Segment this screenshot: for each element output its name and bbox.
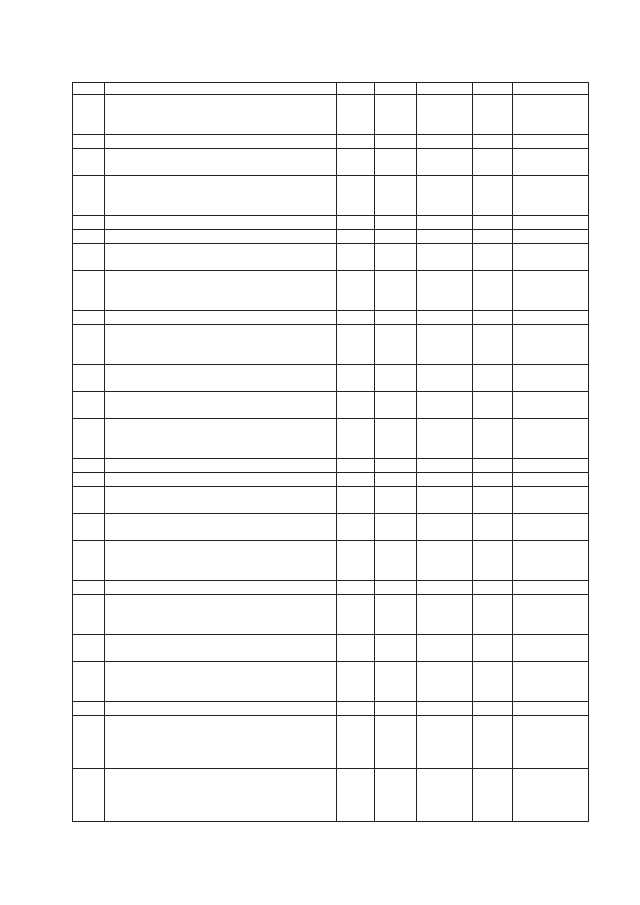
row-amount-cell	[513, 419, 589, 459]
row-col6-cell	[473, 595, 513, 635]
row-number-cell	[73, 419, 105, 459]
row-amount-cell	[513, 769, 589, 822]
row-col4-cell	[375, 541, 417, 581]
row-col3-cell	[337, 244, 375, 271]
row-number-cell	[73, 392, 105, 419]
table-row	[73, 95, 589, 135]
row-description-cell	[105, 702, 337, 716]
table-row	[73, 716, 589, 769]
row-amount-cell	[513, 149, 589, 176]
row-amount-cell	[513, 311, 589, 325]
table-row	[73, 419, 589, 459]
row-description-cell	[105, 487, 337, 514]
row-col3-cell	[337, 325, 375, 365]
row-col5-cell	[417, 176, 473, 216]
row-col5-cell	[417, 487, 473, 514]
header-col-6	[473, 83, 513, 95]
row-col4-cell	[375, 311, 417, 325]
row-col4-cell	[375, 365, 417, 392]
row-col3-cell	[337, 176, 375, 216]
row-col4-cell	[375, 135, 417, 149]
row-description-cell	[105, 581, 337, 595]
row-col3-cell	[337, 635, 375, 662]
row-col3-cell	[337, 459, 375, 473]
row-col4-cell	[375, 702, 417, 716]
row-number-cell	[73, 635, 105, 662]
row-col3-cell	[337, 216, 375, 230]
table-row	[73, 392, 589, 419]
row-number-cell	[73, 662, 105, 702]
row-col5-cell	[417, 311, 473, 325]
row-amount-cell	[513, 95, 589, 135]
row-number-cell	[73, 244, 105, 271]
row-col3-cell	[337, 595, 375, 635]
row-description-cell	[105, 514, 337, 541]
row-number-cell	[73, 135, 105, 149]
row-number-cell	[73, 95, 105, 135]
row-col6-cell	[473, 702, 513, 716]
row-col3-cell	[337, 716, 375, 769]
row-col6-cell	[473, 541, 513, 581]
header-col-3	[337, 83, 375, 95]
row-col3-cell	[337, 487, 375, 514]
row-amount-cell	[513, 325, 589, 365]
row-amount-cell	[513, 365, 589, 392]
row-col5-cell	[417, 392, 473, 419]
row-col5-cell	[417, 419, 473, 459]
row-col4-cell	[375, 662, 417, 702]
row-number-cell	[73, 702, 105, 716]
row-number-cell	[73, 716, 105, 769]
row-col5-cell	[417, 95, 473, 135]
row-amount-cell	[513, 459, 589, 473]
table-row	[73, 514, 589, 541]
budget-table	[72, 82, 589, 822]
row-col5-cell	[417, 325, 473, 365]
row-description-cell	[105, 541, 337, 581]
table-body	[73, 95, 589, 822]
row-col6-cell	[473, 325, 513, 365]
row-number-cell	[73, 487, 105, 514]
row-col4-cell	[375, 769, 417, 822]
row-col6-cell	[473, 244, 513, 271]
row-description-cell	[105, 325, 337, 365]
row-col4-cell	[375, 635, 417, 662]
table-row	[73, 230, 589, 244]
row-amount-cell	[513, 230, 589, 244]
row-col6-cell	[473, 487, 513, 514]
row-col3-cell	[337, 95, 375, 135]
row-amount-cell	[513, 392, 589, 419]
row-description-cell	[105, 392, 337, 419]
row-col4-cell	[375, 216, 417, 230]
row-description-cell	[105, 473, 337, 487]
row-col4-cell	[375, 271, 417, 311]
row-col4-cell	[375, 95, 417, 135]
row-amount-cell	[513, 216, 589, 230]
row-col5-cell	[417, 595, 473, 635]
table-row	[73, 702, 589, 716]
table-header	[73, 83, 589, 95]
row-description-cell	[105, 459, 337, 473]
row-col5-cell	[417, 365, 473, 392]
row-number-cell	[73, 541, 105, 581]
row-col4-cell	[375, 487, 417, 514]
table-row	[73, 541, 589, 581]
row-col3-cell	[337, 271, 375, 311]
row-col6-cell	[473, 176, 513, 216]
row-col5-cell	[417, 244, 473, 271]
row-col6-cell	[473, 662, 513, 702]
row-number-cell	[73, 581, 105, 595]
row-col6-cell	[473, 473, 513, 487]
row-description-cell	[105, 716, 337, 769]
table-row	[73, 325, 589, 365]
row-col5-cell	[417, 216, 473, 230]
row-col3-cell	[337, 365, 375, 392]
row-col6-cell	[473, 311, 513, 325]
row-description-cell	[105, 662, 337, 702]
row-col3-cell	[337, 392, 375, 419]
row-col6-cell	[473, 769, 513, 822]
row-col6-cell	[473, 216, 513, 230]
row-amount-cell	[513, 135, 589, 149]
header-col-2	[105, 83, 337, 95]
row-col5-cell	[417, 473, 473, 487]
row-number-cell	[73, 459, 105, 473]
row-number-cell	[73, 230, 105, 244]
row-col6-cell	[473, 365, 513, 392]
table-row	[73, 311, 589, 325]
row-amount-cell	[513, 473, 589, 487]
row-number-cell	[73, 216, 105, 230]
row-amount-cell	[513, 514, 589, 541]
row-col3-cell	[337, 541, 375, 581]
row-col6-cell	[473, 95, 513, 135]
row-amount-cell	[513, 635, 589, 662]
table-row	[73, 635, 589, 662]
row-col5-cell	[417, 135, 473, 149]
row-col5-cell	[417, 541, 473, 581]
row-col5-cell	[417, 271, 473, 311]
header-col-4	[375, 83, 417, 95]
header-col-7	[513, 83, 589, 95]
row-col4-cell	[375, 514, 417, 541]
row-description-cell	[105, 595, 337, 635]
row-col6-cell	[473, 514, 513, 541]
row-col5-cell	[417, 514, 473, 541]
row-col6-cell	[473, 459, 513, 473]
row-col5-cell	[417, 149, 473, 176]
row-number-cell	[73, 176, 105, 216]
row-number-cell	[73, 473, 105, 487]
row-col4-cell	[375, 595, 417, 635]
row-col4-cell	[375, 581, 417, 595]
row-col4-cell	[375, 459, 417, 473]
row-amount-cell	[513, 176, 589, 216]
budget-table-container	[72, 82, 588, 822]
row-col5-cell	[417, 662, 473, 702]
row-col3-cell	[337, 135, 375, 149]
row-number-cell	[73, 311, 105, 325]
row-amount-cell	[513, 716, 589, 769]
row-description-cell	[105, 176, 337, 216]
row-col6-cell	[473, 635, 513, 662]
row-col5-cell	[417, 702, 473, 716]
row-description-cell	[105, 311, 337, 325]
row-description-cell	[105, 365, 337, 392]
row-col3-cell	[337, 514, 375, 541]
row-number-cell	[73, 514, 105, 541]
table-row	[73, 149, 589, 176]
row-col4-cell	[375, 419, 417, 459]
table-row	[73, 459, 589, 473]
table-row	[73, 244, 589, 271]
row-amount-cell	[513, 244, 589, 271]
row-col4-cell	[375, 392, 417, 419]
table-row	[73, 595, 589, 635]
table-row	[73, 581, 589, 595]
row-col4-cell	[375, 244, 417, 271]
header-row	[73, 83, 589, 95]
table-row	[73, 135, 589, 149]
row-amount-cell	[513, 702, 589, 716]
row-col6-cell	[473, 271, 513, 311]
row-number-cell	[73, 595, 105, 635]
row-col3-cell	[337, 702, 375, 716]
table-row	[73, 473, 589, 487]
row-col4-cell	[375, 325, 417, 365]
row-col4-cell	[375, 230, 417, 244]
row-number-cell	[73, 271, 105, 311]
header-col-5	[417, 83, 473, 95]
row-description-cell	[105, 216, 337, 230]
row-description-cell	[105, 271, 337, 311]
row-col6-cell	[473, 419, 513, 459]
row-col6-cell	[473, 581, 513, 595]
row-number-cell	[73, 365, 105, 392]
row-description-cell	[105, 244, 337, 271]
row-description-cell	[105, 135, 337, 149]
table-row	[73, 487, 589, 514]
row-amount-cell	[513, 595, 589, 635]
table-row	[73, 662, 589, 702]
row-col6-cell	[473, 135, 513, 149]
table-row	[73, 216, 589, 230]
row-description-cell	[105, 769, 337, 822]
row-description-cell	[105, 230, 337, 244]
row-col3-cell	[337, 149, 375, 176]
row-description-cell	[105, 149, 337, 176]
row-col4-cell	[375, 149, 417, 176]
row-col6-cell	[473, 230, 513, 244]
row-amount-cell	[513, 662, 589, 702]
row-col5-cell	[417, 459, 473, 473]
row-col5-cell	[417, 230, 473, 244]
row-col3-cell	[337, 581, 375, 595]
row-amount-cell	[513, 581, 589, 595]
row-col5-cell	[417, 769, 473, 822]
row-amount-cell	[513, 271, 589, 311]
row-col5-cell	[417, 581, 473, 595]
row-col3-cell	[337, 473, 375, 487]
row-col4-cell	[375, 176, 417, 216]
row-description-cell	[105, 419, 337, 459]
header-col-1	[73, 83, 105, 95]
row-col4-cell	[375, 473, 417, 487]
row-col3-cell	[337, 769, 375, 822]
table-row	[73, 271, 589, 311]
row-amount-cell	[513, 487, 589, 514]
row-number-cell	[73, 325, 105, 365]
row-number-cell	[73, 769, 105, 822]
row-col6-cell	[473, 392, 513, 419]
table-row	[73, 365, 589, 392]
row-col5-cell	[417, 716, 473, 769]
row-col6-cell	[473, 149, 513, 176]
row-col5-cell	[417, 635, 473, 662]
row-col4-cell	[375, 716, 417, 769]
row-description-cell	[105, 635, 337, 662]
row-amount-cell	[513, 541, 589, 581]
row-col6-cell	[473, 716, 513, 769]
row-col3-cell	[337, 230, 375, 244]
table-row	[73, 769, 589, 822]
row-col3-cell	[337, 662, 375, 702]
row-col3-cell	[337, 419, 375, 459]
row-description-cell	[105, 95, 337, 135]
table-row	[73, 176, 589, 216]
row-col3-cell	[337, 311, 375, 325]
row-number-cell	[73, 149, 105, 176]
